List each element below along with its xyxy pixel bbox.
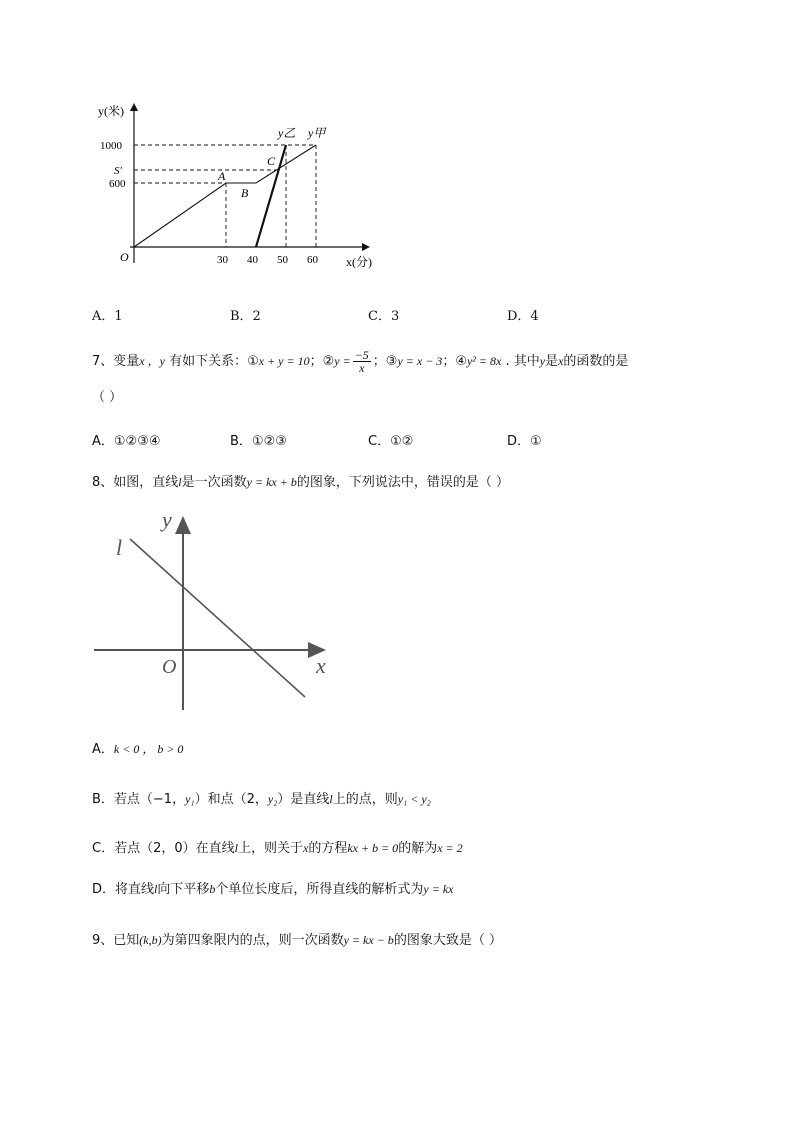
graph1-x-axis-label: x(分): [346, 255, 372, 269]
q8-option-a-prefix: A．: [92, 742, 114, 757]
q8-option-d-b: b: [209, 882, 216, 896]
q8-option-a[interactable]: [92, 738, 183, 757]
q8-option-d-part-a: D．将直线: [92, 882, 155, 897]
graph1-guides: [134, 145, 316, 247]
q8-option-b-inequality: y₁ < y₂: [397, 792, 431, 806]
graph1-y-axis-label: y(米): [98, 104, 124, 118]
graph1-origin: O: [120, 250, 129, 264]
q7-option-d[interactable]: D．①: [507, 434, 542, 449]
q8-option-d-line-l: l: [154, 882, 158, 896]
q8-option-d-part-c: 个单位长度后，所得直线的解析式为: [215, 882, 424, 897]
graph1-x-tick-40: 40: [247, 254, 258, 266]
q8-tail: 的图象，下列说法中，错误的是（ ）: [296, 475, 509, 490]
graph1-label-yi: y乙: [278, 126, 296, 140]
q8-option-b-line-l: l: [329, 792, 333, 806]
q6-option-d[interactable]: D．4: [507, 309, 539, 324]
q8-option-b-part-a: B．若点（−1，: [92, 792, 186, 807]
q9-point: (k,b): [139, 933, 162, 947]
q7-relation-4: y² = 8x: [466, 354, 502, 368]
graph1-x-tick-30: 30: [217, 254, 228, 266]
q8-option-c-part-c: 的方程: [308, 841, 348, 856]
q7-vars: x ，y: [139, 354, 165, 368]
q7-answer-blank: （ ）: [92, 390, 123, 405]
graph2-y-arrow: [175, 516, 191, 534]
q9-question: [92, 929, 502, 948]
graph1-point-a: A: [218, 169, 226, 183]
graph2-line-label: l: [116, 535, 123, 560]
q7-prefix: 7、变量: [92, 354, 140, 369]
graph2-x-label: x: [316, 653, 326, 678]
graph1-label-jia: y甲: [308, 126, 326, 140]
line-graph: [90, 505, 340, 715]
q7-tail-y: y: [539, 354, 546, 368]
q7-option-a[interactable]: A．①②③④: [92, 434, 161, 449]
q8-equation: y = kx + b: [246, 475, 297, 489]
q8-option-c[interactable]: [92, 837, 463, 856]
q8-option-c-part-d: 的解为: [398, 841, 438, 856]
q9-prefix: 9、已知: [92, 933, 140, 948]
q7-tail-c: 的函数的是: [563, 354, 629, 369]
q8-option-b-part-b: ）和点（2，: [194, 792, 268, 807]
graph1-line-jia: [134, 145, 316, 247]
q6-option-b[interactable]: B．2: [230, 309, 261, 324]
q8-option-c-equation: kx + b = 0: [347, 841, 399, 855]
q8-line-l: l: [178, 475, 182, 489]
q7-relation-3: y = x − 3: [397, 354, 443, 368]
q8-option-c-part-b: 上，则关于: [237, 841, 303, 856]
graph2-line-l: [130, 539, 305, 697]
q9-mid: 为第四象限内的点，则一次函数: [161, 933, 344, 948]
q8-option-c-solution: x = 2: [437, 841, 463, 855]
graph1-x-tick-60: 60: [307, 254, 318, 266]
q8-option-b-y1: y₁: [185, 792, 195, 806]
q7-fraction-denominator: x: [359, 361, 365, 375]
graph1-y-tick-600: 600: [109, 178, 126, 190]
q7-option-c[interactable]: C．①②: [368, 434, 414, 449]
q6-option-c[interactable]: C．3: [368, 309, 400, 324]
q7-sep-4: ；④: [442, 354, 467, 369]
q7-fraction-numerator: −5: [354, 348, 369, 362]
q7-relation-2-left: y =: [334, 354, 351, 368]
graph1-point-b: B: [241, 186, 249, 200]
q8-option-d-part-b: 向下平移: [157, 882, 210, 897]
q8-option-b-part-c: ）是直线: [277, 792, 330, 807]
graph1-x-tick-50: 50: [277, 254, 288, 266]
q7-tail-b: 是: [545, 354, 559, 369]
graph2-y-label: y: [162, 507, 172, 532]
graph1-y-tick-1000: 1000: [100, 140, 122, 152]
q8-mid: 是一次函数: [181, 475, 247, 490]
q8-option-b-part-d: 上的点，则: [332, 792, 398, 807]
graph2-origin: O: [162, 656, 177, 678]
q7-tail-x: x: [558, 354, 564, 368]
q7-relation-2-fraction: [353, 349, 371, 374]
q7-sep-3: ；③: [372, 354, 398, 369]
q9-tail: 的图象大致是（ ）: [393, 933, 502, 948]
q8-option-c-part-a: C．若点（2，0）在直线: [92, 841, 235, 856]
q8-option-d-equation: y = kx: [423, 882, 454, 896]
q8-option-c-line-l: l: [234, 841, 238, 855]
q8-option-b-y2: y₂: [267, 792, 278, 806]
graph1-y-tick-s: S′: [114, 165, 122, 177]
q8-option-d[interactable]: [92, 878, 453, 897]
q6-option-a[interactable]: A．1: [92, 309, 123, 324]
q7-tail-a: . 其中: [501, 354, 540, 369]
q8-option-a-math: k < 0 ， b > 0: [113, 742, 184, 756]
q7-relation-1: x + y = 10: [258, 354, 310, 368]
q8-prefix: 8、如图，直线: [92, 475, 179, 490]
graph1-x-arrow: [362, 243, 370, 251]
q8-option-c-x: x: [302, 841, 309, 855]
q9-equation: y = kx − b: [343, 933, 394, 947]
graph1-y-arrow: [130, 103, 138, 111]
distance-time-graph: [90, 95, 390, 275]
q7-mid: 有如下关系：①: [164, 354, 259, 369]
q7-sep-2: ；②: [309, 354, 335, 369]
q8-option-b[interactable]: [92, 788, 431, 807]
q7-option-b[interactable]: B．①②③: [230, 434, 287, 449]
q7-question: [92, 345, 628, 378]
graph1-point-c: C: [267, 154, 276, 168]
q8-question: [92, 471, 509, 490]
